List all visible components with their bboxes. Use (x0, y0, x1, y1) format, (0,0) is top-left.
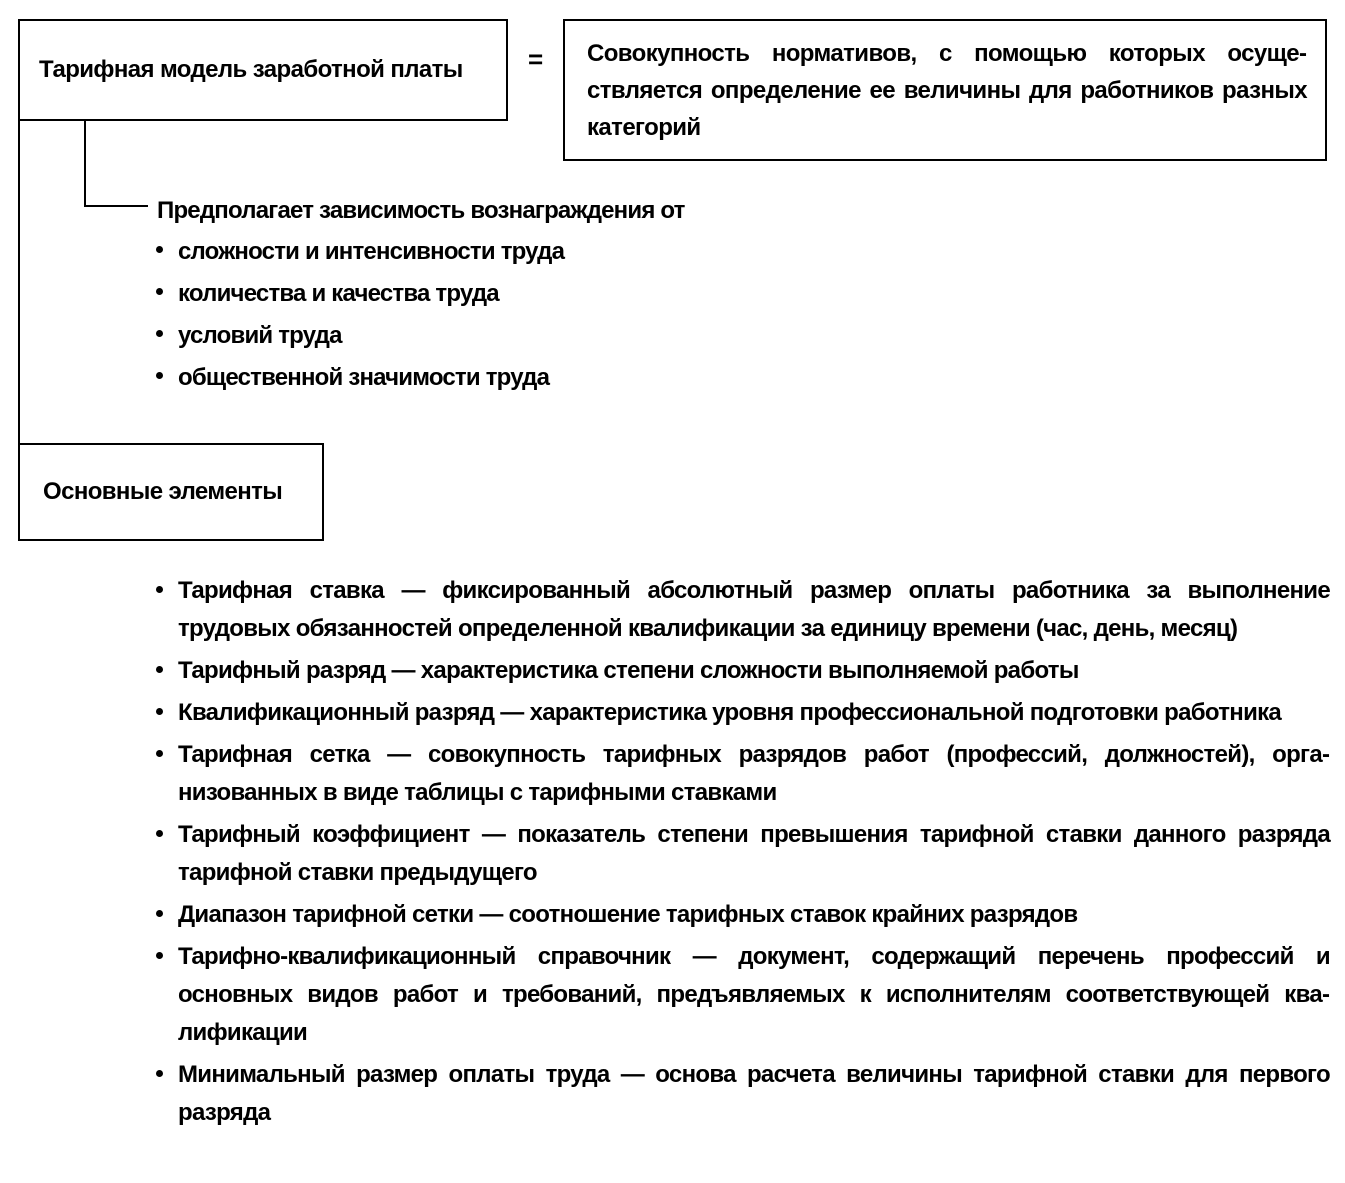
dependency-list (152, 231, 685, 399)
dependency-heading: Предполагает зависимость вознаграждения от (157, 197, 685, 224)
element-item: Тарифный разряд — характеристика степени сложности выполняемой работы (152, 652, 1330, 690)
element-item: Тарифно-квалификационный справочник — документ, содержащий перечень профессий и основных видов работ и требований, предъявляемых к исполнителям соответствующей квалификации (152, 938, 1330, 1052)
dependency-item: условий труда (152, 315, 685, 357)
definition-text: Совокупность нормативов, с помощью которых осуществляется определение ее величины для работников разных категорий (587, 40, 1307, 141)
element-item: Тарифная сетка — совокупность тарифных разрядов работ (профессий, должностей), организованных в виде таблицы с тарифными ставками (152, 736, 1330, 812)
main-elements-title: Основные элементы (43, 478, 283, 505)
tariff-model-title: Тарифная модель заработной платы (39, 56, 463, 83)
element-item: Минимальный размер оплаты труда — основа расчета величины тарифной ставки для первого разряда (152, 1056, 1330, 1132)
element-item: Тарифный коэффициент — показатель степени превышения тарифной ставки данного разряда тарифной ставки предыдущего (152, 816, 1330, 892)
element-item: Тарифная ставка — фиксированный абсолютный размер оплаты работника за выполнение трудовых обязанностей определенной квалификации за единицу времени (час, день, месяц) (152, 572, 1330, 648)
dependency-item: количества и качества труда (152, 273, 685, 315)
dependency-item: общественной значимости труда (152, 357, 685, 399)
dependency-item: сложности и интенсивности труда (152, 231, 685, 273)
elements-list (152, 572, 1330, 1136)
definition-box (563, 19, 1327, 161)
dependency-block (152, 191, 685, 399)
connector-vertical-short (84, 121, 86, 207)
connector-horizontal-depends (84, 205, 148, 207)
equals-sign: = (528, 44, 544, 74)
element-item: Диапазон тарифной сетки — соотношение тарифных ставок крайних разрядов (152, 896, 1330, 934)
tariff-model-box (18, 19, 508, 121)
connector-vertical-long (18, 121, 20, 443)
element-item: Квалификационный разряд — характеристика уровня профессиональной подготовки работника (152, 694, 1330, 732)
main-elements-box (18, 443, 324, 541)
